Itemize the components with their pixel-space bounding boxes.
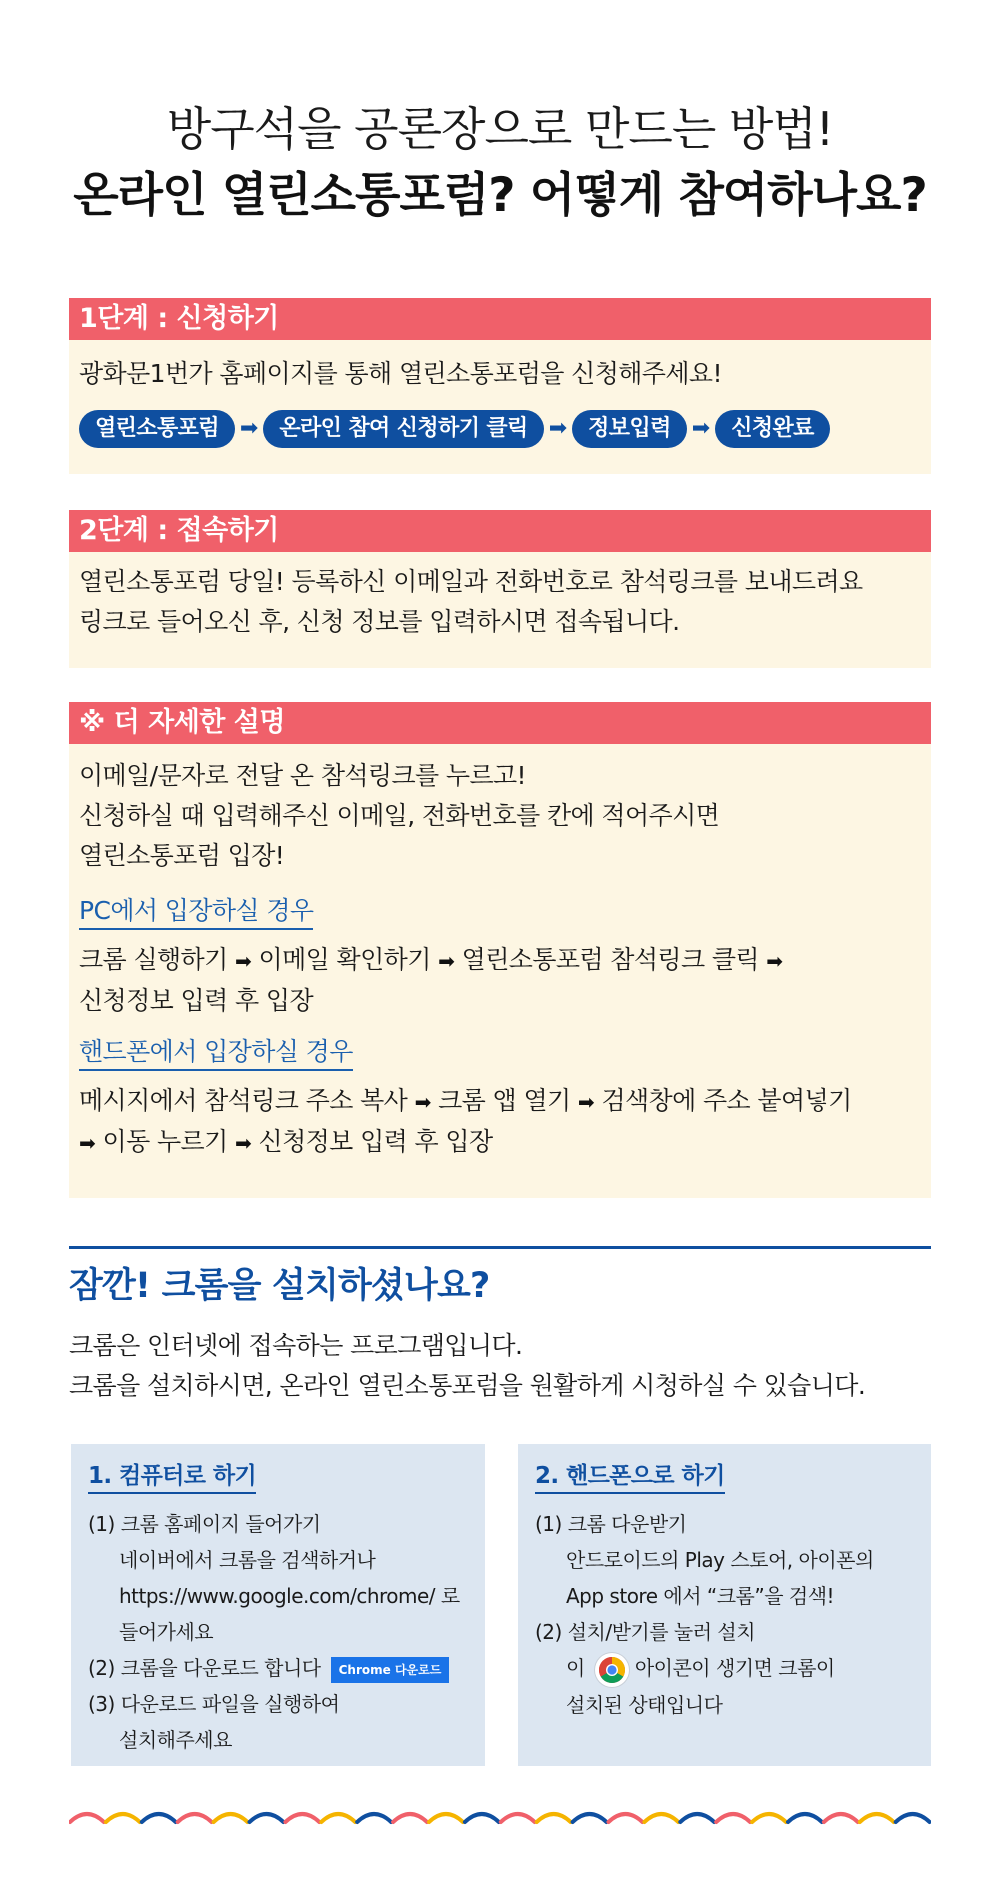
icon-prefix: 이: [566, 1656, 585, 1680]
step1-section: [69, 298, 931, 474]
arrow-right-icon: ➡: [691, 416, 711, 441]
phone-install-box: [518, 1444, 931, 1766]
detail-line-2: 신청하실 때 입력해주신 이메일, 전화번호를 칸에 적어주시면: [79, 801, 720, 830]
wave-arc: [142, 1814, 176, 1822]
pc-step: 크롬 실행하기: [79, 945, 228, 974]
pc-install-step-3-detail: 설치해주세요: [119, 1728, 232, 1752]
phone-install-step-2: (2) 설치/받기를 눌러 설치: [535, 1620, 756, 1644]
chrome-desc-line-1: 크롬은 인터넷에 접속하는 프로그램입니다.: [69, 1331, 523, 1360]
phone-install-heading: 2. 핸드폰으로 하기: [535, 1460, 725, 1494]
pc-steps-line-2: [79, 981, 921, 1021]
pc-install-step-1-detail: 네이버에서 크롬을 검색하거나: [119, 1548, 376, 1572]
wave-arc: [501, 1814, 535, 1822]
step1-header: 1단계 : 신청하기: [69, 298, 931, 340]
flow-pill-info-input: 정보입력: [572, 410, 687, 448]
wave-arc: [465, 1814, 499, 1822]
wave-arc: [860, 1814, 894, 1822]
wave-arc: [537, 1814, 571, 1822]
phone-step: 메시지에서 참석링크 주소 복사: [79, 1086, 408, 1115]
step2-header: 2단계 : 접속하기: [69, 510, 931, 552]
phone-step: 신청정보 입력 후 입장: [258, 1127, 493, 1156]
title-line-1: 방구석을 공론장으로 만드는 방법!: [166, 102, 834, 156]
wave-arc: [824, 1814, 858, 1822]
pc-install-step-2: [88, 1650, 460, 1686]
phone-install-step-2-detail: 설치된 상태입니다: [566, 1692, 723, 1717]
phone-steps-line-2: [79, 1122, 921, 1163]
wave-arc: [716, 1814, 750, 1822]
pc-steps-line-1: [79, 940, 921, 981]
step1-desc: 광화문1번가 홈페이지를 통해 열린소통포럼을 신청해주세요!: [79, 359, 722, 388]
phone-install-step-2-detail: [535, 1650, 874, 1687]
wave-arc: [429, 1814, 463, 1822]
chrome-desc-line-2: 크롬을 설치하시면, 온라인 열린소통포럼을 원활하게 시청하실 수 있습니다.: [69, 1371, 866, 1400]
pc-install-step-3: (3) 다운로드 파일을 실행하여: [88, 1692, 340, 1716]
phone-step: 검색창에 주소 붙여넣기: [601, 1086, 852, 1115]
step2-section: [69, 510, 931, 668]
wave-arc: [321, 1814, 355, 1822]
arrow-right-icon: ➡: [235, 949, 252, 973]
flow-pill-apply-click: 온라인 참여 신청하기 클릭: [263, 410, 543, 448]
arrow-right-icon: ➡: [438, 949, 455, 973]
arrow-right-icon: ➡: [239, 416, 259, 441]
phone-step: 이동 누르기: [102, 1127, 228, 1156]
detail-line-1: 이메일/문자로 전달 온 참석링크를 누르고!: [79, 761, 526, 790]
chrome-desc: [69, 1326, 865, 1406]
step2-line-2: 링크로 들어오신 후, 신청 정보를 입력하시면 접속됩니다.: [79, 607, 680, 636]
arrow-right-icon: ➡: [766, 949, 783, 973]
arrow-right-icon: ➡: [235, 1131, 252, 1155]
pc-install-heading: 1. 컴퓨터로 하기: [88, 1460, 256, 1494]
page-title: [0, 100, 1000, 228]
wave-arc: [680, 1814, 714, 1822]
title-line-2: 온라인 열린소통포럼? 어떻게 참여하나요?: [73, 168, 927, 223]
pc-step: 열린소통포럼 참석링크 클릭: [461, 945, 759, 974]
flow-pill-complete: 신청완료: [715, 410, 830, 448]
wave-arc: [393, 1814, 427, 1822]
arrow-right-icon: ➡: [548, 416, 568, 441]
pc-step: 이메일 확인하기: [258, 945, 431, 974]
pc-install-box: [71, 1444, 485, 1766]
detail-header: ※ 더 자세한 설명: [69, 702, 931, 744]
arrow-right-icon: ➡: [577, 1090, 595, 1114]
step1-flow: [79, 410, 921, 448]
detail-section: [69, 702, 931, 1198]
wave-arc: [788, 1814, 822, 1822]
wave-arc: [250, 1814, 284, 1822]
wave-arc: [573, 1814, 607, 1822]
chrome-title: 잠깐! 크롬을 설치하셨나요?: [69, 1266, 490, 1306]
decorative-wave-border: [69, 1808, 931, 1826]
wave-arc: [752, 1814, 786, 1822]
pc-step: 신청정보 입력 후 입장: [79, 986, 313, 1015]
step2-line-1: 열린소통포럼 당일! 등록하신 이메일과 전화번호로 참석링크를 보내드려요: [79, 567, 863, 596]
pc-install-step-2-label: (2) 크롬을 다운로드 합니다: [88, 1656, 321, 1680]
phone-step: 크롬 앱 열기: [438, 1086, 571, 1115]
chrome-url: https://www.google.com/chrome/ 로: [119, 1584, 460, 1608]
phone-install-step-1: (1) 크롬 다운받기: [535, 1512, 687, 1536]
phone-install-step-1-detail: 안드로이드의 Play 스토어, 아이폰의: [566, 1548, 874, 1572]
flow-pill-forum: 열린소통포럼: [79, 410, 235, 448]
wave-arc: [214, 1814, 248, 1822]
phone-steps-line-1: [79, 1081, 921, 1122]
wave-arc: [70, 1814, 104, 1822]
wave-arc: [644, 1814, 678, 1822]
chrome-download-button: Chrome 다운로드: [331, 1657, 450, 1683]
arrow-right-icon: ➡: [414, 1090, 431, 1114]
pc-install-step-1: (1) 크롬 홈페이지 들어가기: [88, 1512, 321, 1536]
pc-install-step-1-detail: 들어가세요: [119, 1620, 214, 1644]
arrow-right-icon: ➡: [79, 1131, 96, 1155]
chrome-icon: [595, 1653, 629, 1687]
wave-arc: [609, 1814, 643, 1822]
phone-entry-heading: 핸드폰에서 입장하실 경우: [79, 1035, 353, 1071]
pc-entry-heading: PC에서 입장하실 경우: [79, 894, 313, 930]
icon-suffix: 아이콘이 생기면 크롬이: [634, 1656, 835, 1680]
wave-arc: [285, 1814, 319, 1822]
phone-install-step-1-detail: App store 에서 “크롬”을 검색!: [566, 1584, 835, 1608]
wave-arc: [106, 1814, 140, 1822]
wave-arc: [357, 1814, 391, 1822]
detail-line-3: 열린소통포럼 입장!: [79, 841, 285, 870]
divider: [69, 1246, 931, 1249]
wave-arc: [178, 1814, 212, 1822]
wave-arc: [896, 1814, 930, 1822]
